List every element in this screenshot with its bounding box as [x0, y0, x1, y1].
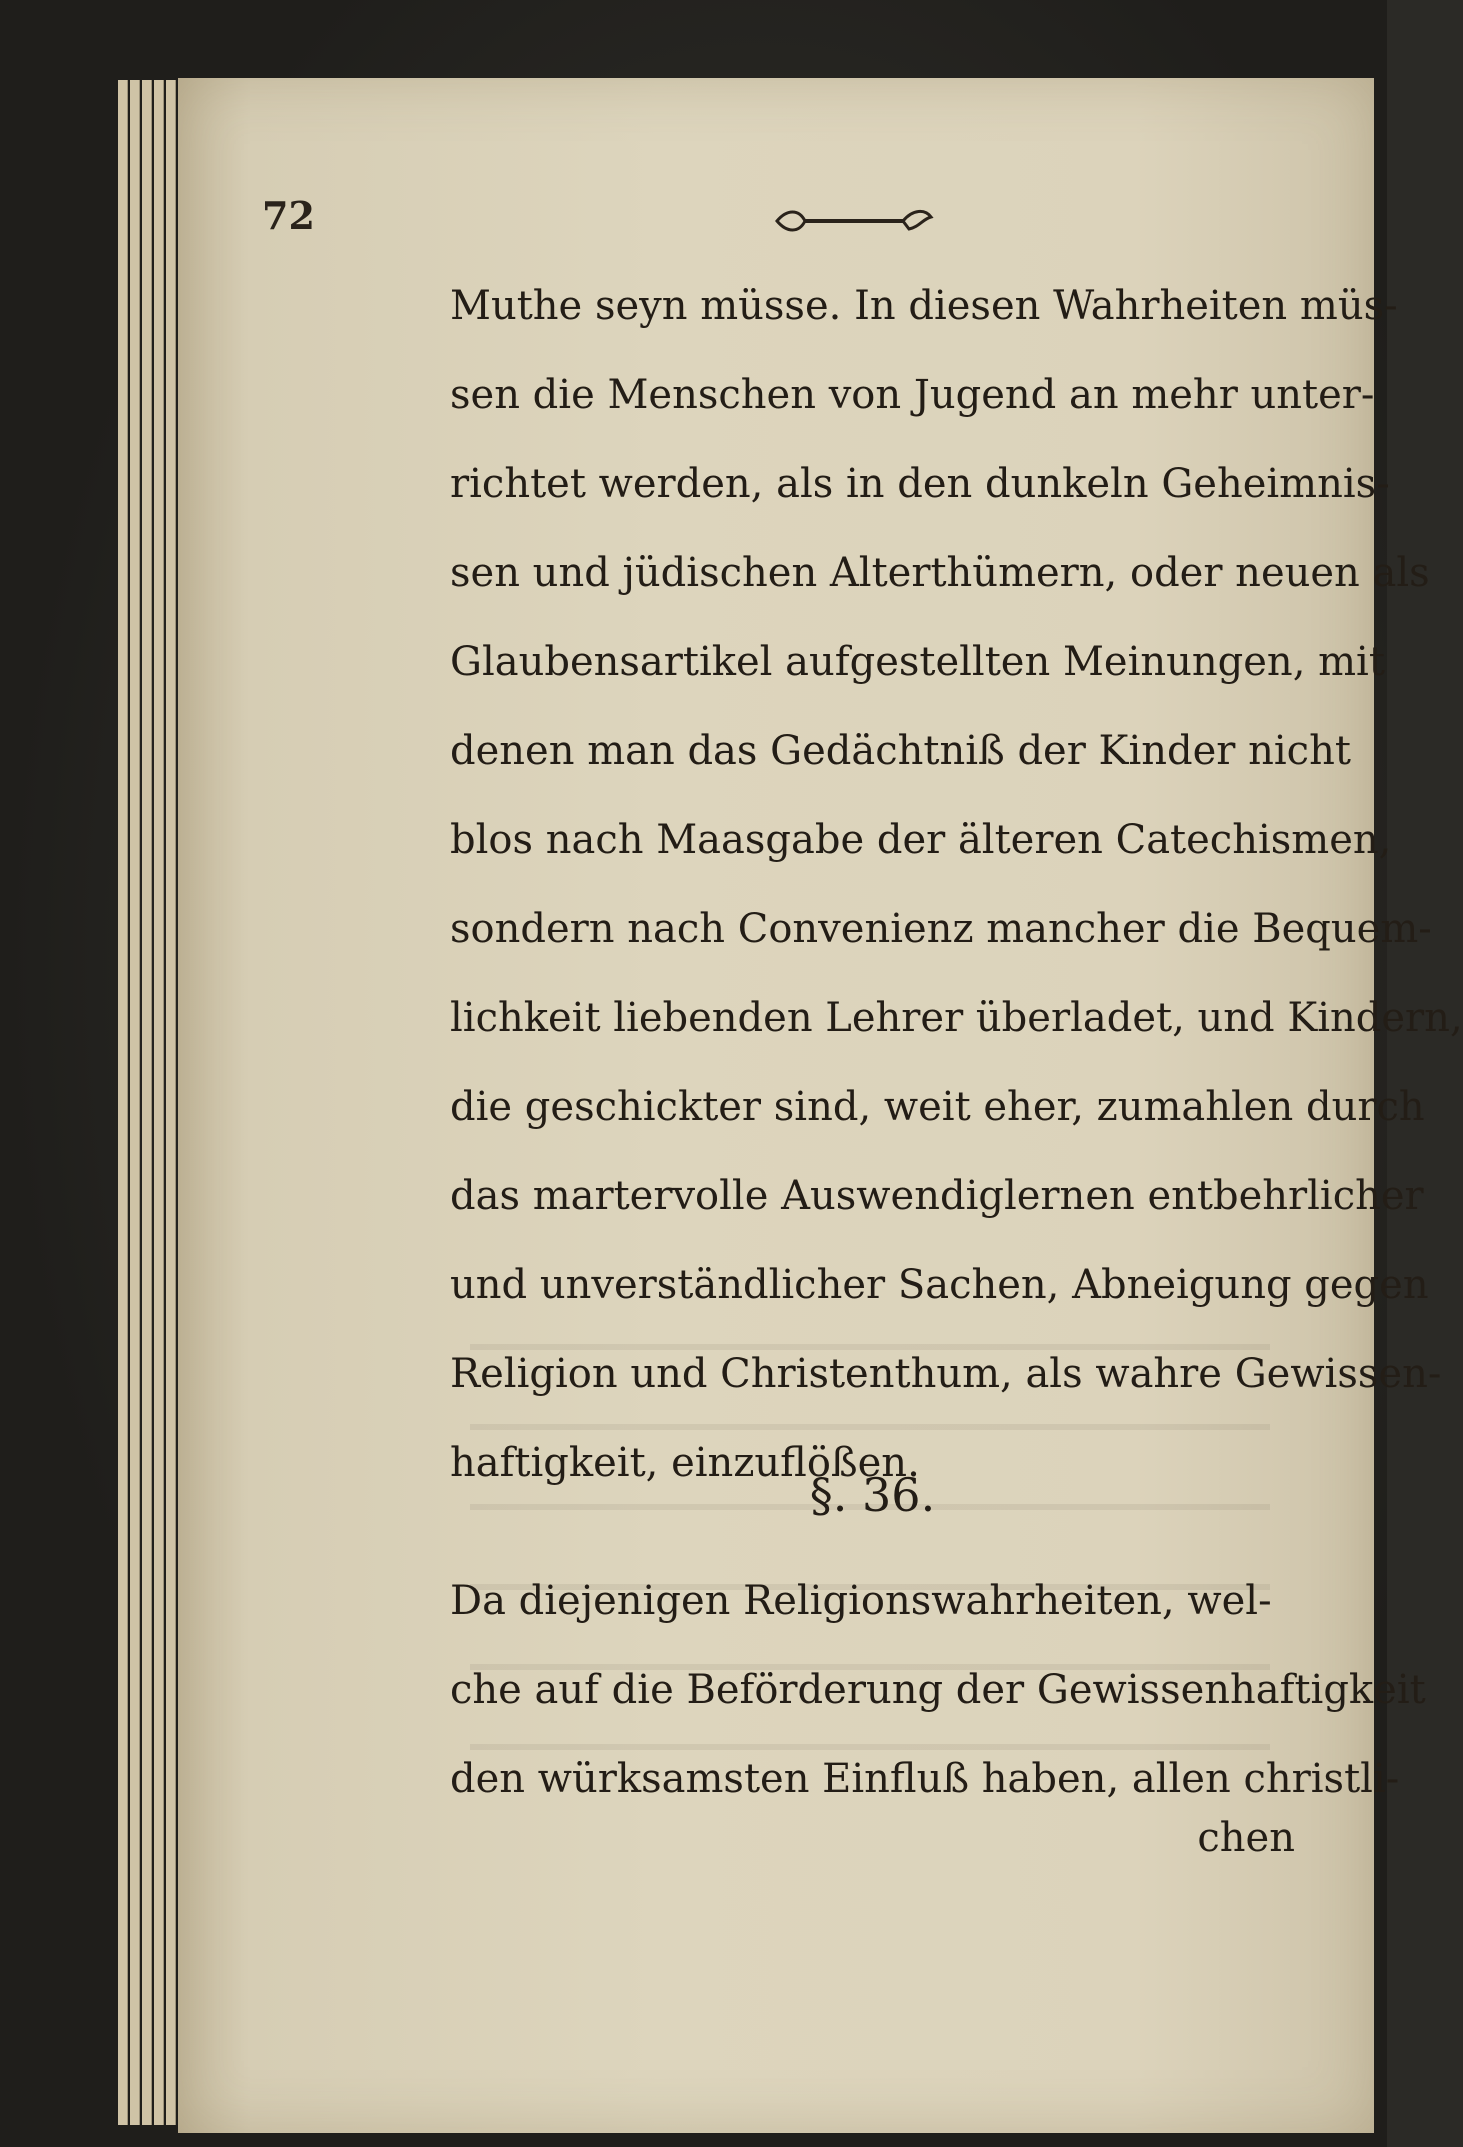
text-line: Da diejenigen Religionswahrheiten, wel- [450, 1578, 1272, 1624]
text-line: denen man das Gedächtniß der Kinder nicht [450, 728, 1351, 774]
text-line: che auf die Beförderung der Gewissenhaftigkeit [450, 1667, 1426, 1713]
decorative-rule-icon [769, 203, 939, 239]
text-line: Glaubensartikel aufgestellten Meinungen, mit [450, 639, 1385, 685]
text-line: sen und jüdischen Alterthümern, oder neuen als [450, 550, 1430, 596]
running-header [262, 193, 1302, 253]
text-line: das martervolle Auswendiglernen entbehrlicher [450, 1173, 1424, 1219]
text-line: lichkeit liebenden Lehrer überladet, und Kindern, [450, 995, 1463, 1041]
paragraph-section-36 [450, 1557, 1426, 1824]
page-number: 72 [262, 193, 315, 238]
text-line: die geschickter sind, weit eher, zumahlen durch [450, 1084, 1425, 1130]
page-edge [130, 80, 140, 2125]
text-line: und unverständlicher Sachen, Abneigung gegen [450, 1262, 1429, 1308]
text-line: Muthe seyn müsse. In diesen Wahrheiten müs- [450, 283, 1398, 329]
catchword: chen [1197, 1815, 1295, 1861]
text-line: Religion und Christenthum, als wahre Gewissen- [450, 1351, 1442, 1397]
page-edge [118, 80, 128, 2125]
page-edge [142, 80, 152, 2125]
paragraph-main [450, 262, 1463, 1508]
text-line: den würksamsten Einfluß haben, allen christli- [450, 1756, 1400, 1802]
page-edge [154, 80, 164, 2125]
text-line: blos nach Maasgabe der älteren Catechismen, [450, 817, 1392, 863]
page-edge [166, 80, 176, 2125]
text-line: richtet werden, als in den dunkeln Geheimnis- [450, 461, 1390, 507]
text-line: haftigkeit, einzuflößen. [450, 1440, 920, 1486]
text-line: sondern nach Convenienz mancher die Bequem- [450, 906, 1432, 952]
section-heading: §. 36. [809, 1468, 936, 1522]
text-line: sen die Menschen von Jugend an mehr unter- [450, 372, 1375, 418]
